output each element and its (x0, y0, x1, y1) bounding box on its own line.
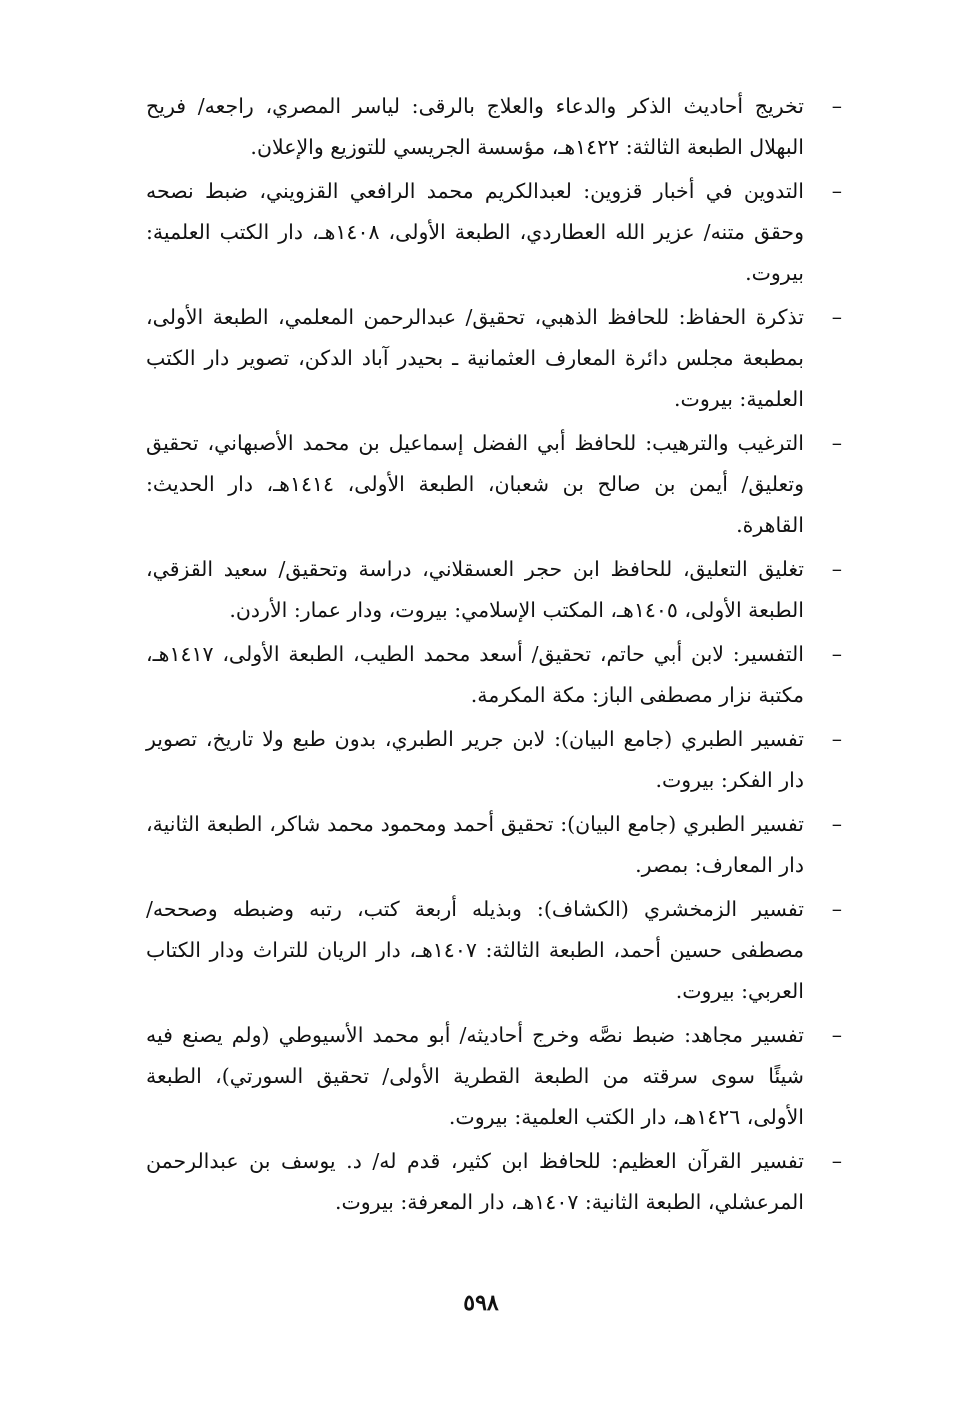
list-dash: – (831, 1023, 842, 1047)
entry-text: تذكرة الحفاظ: للحافظ الذهبي، تحقيق/ عبدالرحمن المعلمي، الطبعة الأولى، بمطبعة مجلس دائرة المعارف العثمانية ـ بحيدر آباد الدكن، تصوير دار الكتب العلمية: بيروت. (146, 305, 804, 411)
bibliography-entry (146, 1015, 842, 1138)
bibliography-entry (146, 549, 842, 631)
bibliography-entry (146, 297, 842, 420)
list-dash: – (831, 94, 842, 118)
list-dash: – (831, 897, 842, 921)
bibliography-entry (146, 171, 842, 294)
bibliography-entry (146, 1141, 842, 1223)
list-dash: – (831, 557, 842, 581)
list-dash: – (831, 305, 842, 329)
entry-text: التفسير: لابن أبي حاتم، تحقيق/ أسعد محمد الطيب، الطبعة الأولى، ١٤١٧هـ، مكتبة نزار مصطفى الباز: مكة المكرمة. (146, 642, 804, 707)
entry-text: تفسير الزمخشري (الكشاف): وبذيله أربعة كتب، رتبه وضبطه وصححه/ مصطفى حسين أحمد، الطبعة الثالثة: ١٤٠٧هـ، دار الريان للتراث ودار الكتاب العربي: بيروت. (146, 897, 804, 1003)
entry-text: تفسير الطبري (جامع البيان): لابن جرير الطبري، بدون طبع ولا تاريخ، تصوير دار الفكر: بيروت. (146, 727, 804, 792)
bibliography-entry (146, 719, 842, 801)
list-dash: – (831, 642, 842, 666)
entry-text: التدوين في أخبار قزوين: لعبدالكريم محمد الرافعي القزويني، ضبط نصحه وحقق متنه/ عزير الله العطاردي، الطبعة الأولى، ١٤٠٨هـ، دار الكتب العلمية: بيروت. (146, 179, 804, 285)
page-number: ٥٩٨ (463, 1290, 499, 1316)
list-dash: – (831, 179, 842, 203)
bibliography-entry (146, 804, 842, 886)
entry-text: الترغيب والترهيب: للحافظ أبي الفضل إسماعيل بن محمد الأصبهاني، تحقيق وتعليق/ أيمن بن صالح بن شعبان، الطبعة الأولى، ١٤١٤هـ، دار الحديث: القاهرة. (146, 431, 804, 537)
list-dash: – (831, 727, 842, 751)
entry-text: تفسير مجاهد: ضبط نصَّه وخرج أحاديثه/ أبو محمد الأسيوطي (ولم يصنع فيه شيئًا سوى سرقته من الطبعة القطرية الأولى/ تحقيق السورتي)، الطبعة الأولى، ١٤٢٦هـ، دار الكتب العلمية: بيروت. (146, 1023, 804, 1129)
bibliography-list (146, 86, 842, 1226)
bibliography-entry (146, 86, 842, 168)
list-dash: – (831, 812, 842, 836)
bibliography-entry (146, 634, 842, 716)
list-dash: – (831, 431, 842, 455)
list-dash: – (831, 1149, 842, 1173)
entry-text: تغليق التعليق، للحافظ ابن حجر العسقلاني، دراسة وتحقيق/ سعيد القزقي، الطبعة الأولى، ١٤٠٥هـ، المكتب الإسلامي: بيروت، ودار عمار: الأردن. (146, 557, 804, 622)
bibliography-entry (146, 889, 842, 1012)
entry-text: تفسير القرآن العظيم: للحافظ ابن كثير، قدم له/ د. يوسف بن عبدالرحمن المرعشلي، الطبعة الثانية: ١٤٠٧هـ، دار المعرفة: بيروت. (146, 1149, 804, 1214)
bibliography-entry (146, 423, 842, 546)
entry-text: تفسير الطبري (جامع البيان): تحقيق أحمد ومحمود محمد شاكر، الطبعة الثانية، دار المعارف: بمصر. (146, 812, 804, 877)
entry-text: تخريج أحاديث الذكر والدعاء والعلاج بالرقى: لياسر المصري، راجعه/ فريح البهلال الطبعة الثالثة: ١٤٢٢هـ، مؤسسة الجريسي للتوزيع والإعلان. (146, 94, 804, 159)
